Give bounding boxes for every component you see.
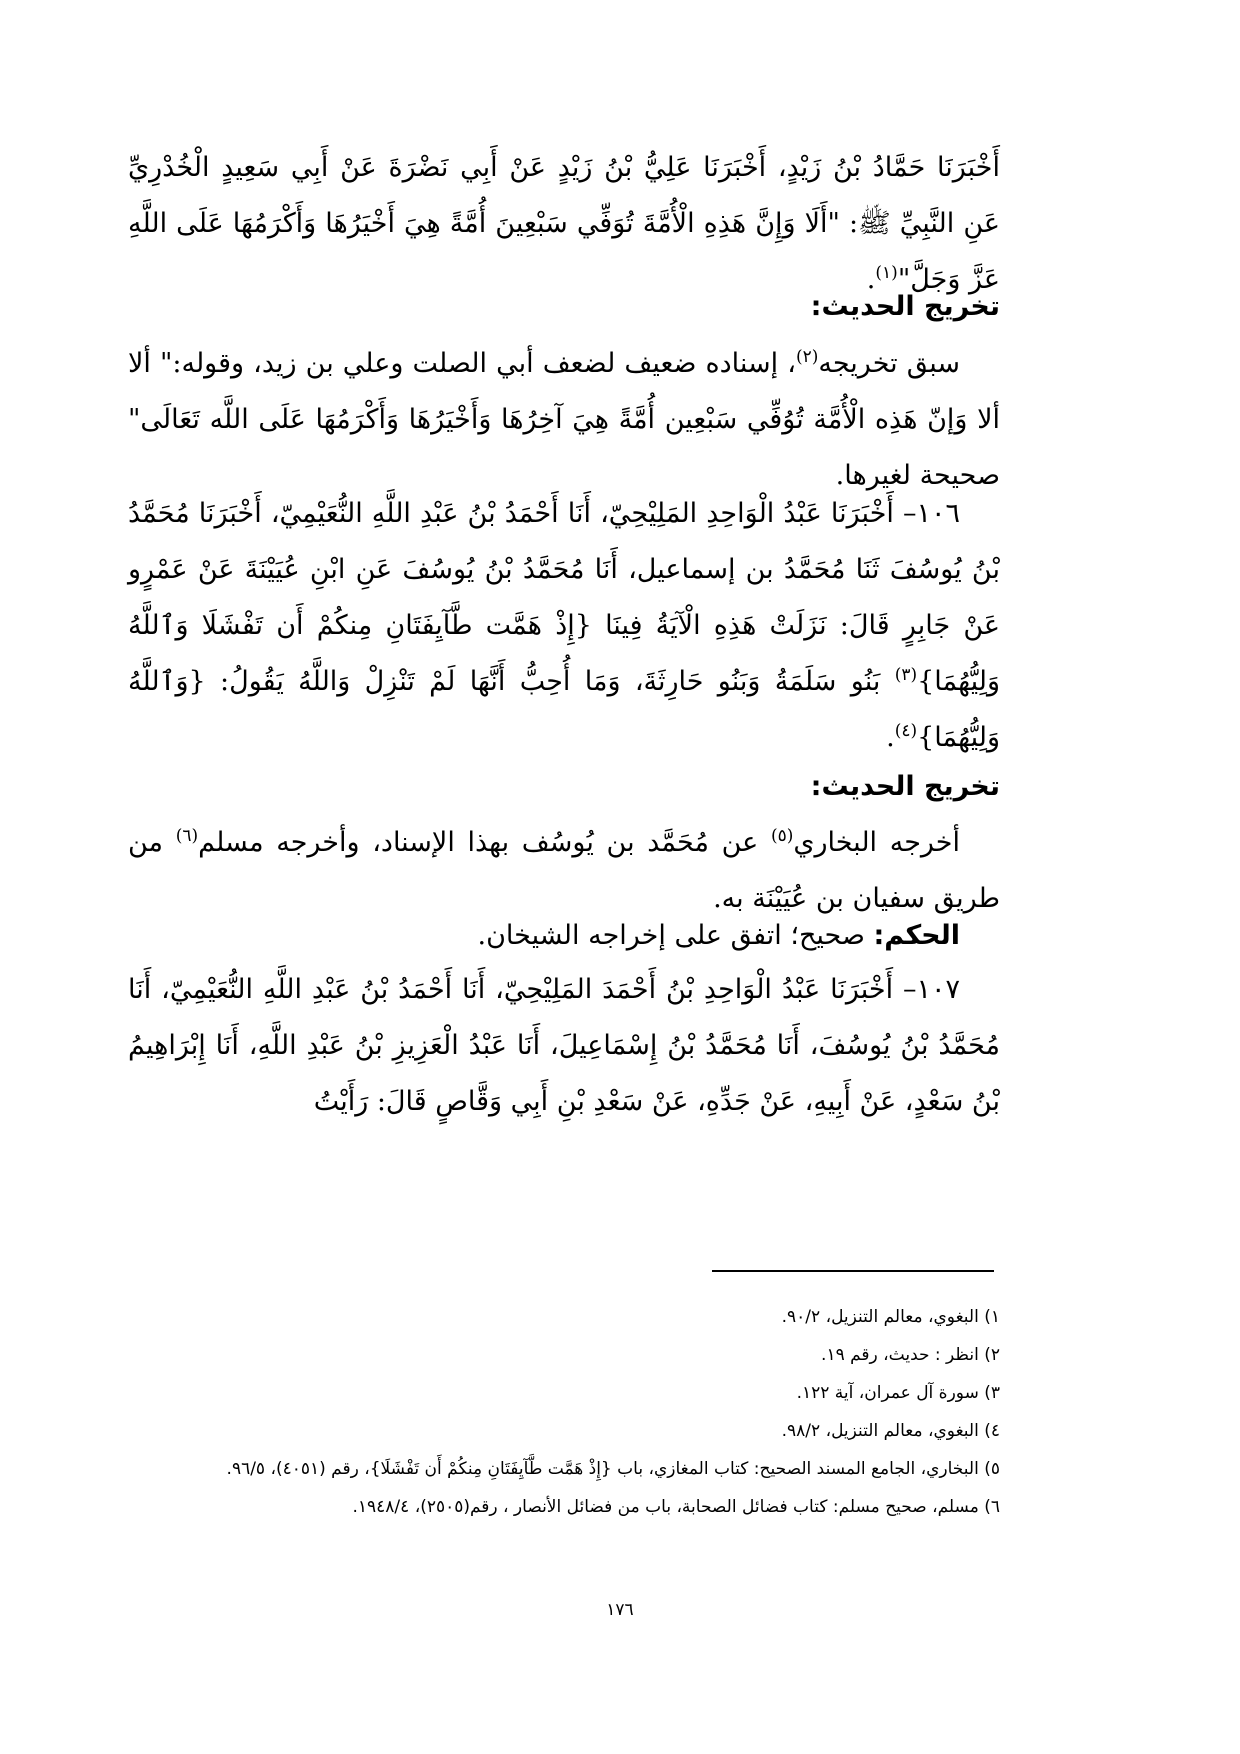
takhrij-2-text-b: عن مُحَمَّد بن يُوسُف بهذا الإسناد، وأخرجه مسلم	[198, 827, 771, 858]
footnote-ref-5[interactable]: (٥)	[770, 826, 794, 846]
hadith-107-text: ١٠٧– أَخْبَرَنَا عَبْدُ الْوَاحِدِ بْنُ أَحْمَدَ المَلِيْحِيّ، أَنَا أَحْمَدُ بْنُ عَبْدِ اللَّهِ النُّعَيْمِيّ، أَنَا مُحَمَّدُ بْنُ يُوسُفَ، أَنَا مُحَمَّدُ بْنُ إِسْمَاعِيلَ، أَنَا عَبْدُ الْعَزِيزِ بْنُ عَبْدِ اللَّهِ، أَنَا إِبْرَاهِيمُ بْنُ سَعْدٍ، عَنْ أَبِيهِ، عَنْ جَدِّهِ، عَنْ سَعْدِ بْنِ أَبِي وَقَّاصٍ قَالَ: رَأَيْتُ	[128, 974, 1000, 1117]
footnote-ref-4[interactable]: (٤)	[894, 721, 918, 741]
footnote-3: ٣) سورة آل عمران، آية ١٢٢.	[796, 1383, 1000, 1403]
takhrij-heading-1: تخريج الحديث:	[810, 291, 1000, 322]
footnote-6: ٦) مسلم، صحيح مسلم: كتاب فضائل الصحابة، باب من فضائل الأنصار ، رقم(٢٥٠٥)، ١٩٤٨/٤.	[352, 1497, 1000, 1517]
footnote-separator	[712, 1270, 994, 1272]
takhrij-heading-2: تخريج الحديث:	[810, 771, 1000, 802]
hadith-paragraph-106	[128, 486, 1000, 766]
footnote-2: ٢) انظر : حديث، رقم ١٩.	[821, 1345, 1000, 1365]
footnote-ref-3[interactable]: (٣)	[894, 665, 918, 685]
page-number: ١٧٦	[606, 1600, 634, 1620]
hadith-paragraph-107	[128, 962, 1000, 1130]
footnote-4: ٤) البغوي، معالم التنزيل، ٩٨/٢.	[781, 1421, 1000, 1441]
hadith-1-text: أَخْبَرَنَا حَمَّادُ بْنُ زَيْدٍ، أَخْبَرَنَا عَلِيُّ بْنُ زَيْدٍ عَنْ أَبِي نَضْرَةَ عَنْ أَبِي سَعِيدٍ الْخُدْرِيِّ عَنِ النَّبِيِّ ﷺ: "أَلَا وَإِنَّ هَذِهِ الْأُمَّةَ تُوَفِّي سَبْعِينَ أُمَّةً هِيَ أَخْيَرُهَا وَأَكْرَمُهَا عَلَى اللَّهِ عَزَّ وَجَلَّ"	[128, 152, 1000, 295]
hukm-label: الحكم:	[873, 920, 960, 951]
takhrij-1-text-a: سبق تخريجه	[818, 348, 960, 379]
hadith-106-end: .	[886, 722, 895, 753]
footnote-ref-1[interactable]: (١)	[875, 263, 898, 283]
hukm-text: صحيح؛ اتفق على إخراجه الشيخان.	[477, 920, 874, 951]
hadith-106-text-a: ١٠٦– أَخْبَرَنَا عَبْدُ الْوَاحِدِ المَلِيْحِيّ، أَنَا أَحْمَدُ بْنُ عَبْدِ اللَّهِ النُّعَيْمِيّ، أَخْبَرَنَا مُحَمَّدُ بْنُ يُوسُفَ ثَنَا مُحَمَّدُ بن إسماعيل، أَنَا مُحَمَّدُ بْنُ يُوسُفَ عَنِ ابْنِ عُيَيْنَةَ عَنْ عَمْرٍو عَنْ جَابِرٍ قَالَ: نَزَلَتْ هَذِهِ الْآيَةُ فِينَا {إِذْ هَمَّت طَّآيِفَتَانِ مِنكُمْ أَن تَفْشَلَا وَٱللَّهُ وَلِيُّهُمَا}	[128, 498, 1000, 697]
hadith-1-end: .	[866, 264, 876, 295]
takhrij-paragraph-1	[128, 336, 1000, 504]
takhrij-1-text-b: ، إسناده ضعيف لضعف أبي الصلت وعلي بن زيد، وقوله:" ألا ألا وَإنّ هَذِه الْأُمَّة تُوُفِّي سَبْعِين أُمَّةً هِيَ آخِرُهَا وَأَخْيَرُهَا وَأَكْرَمُهَا عَلَى اللَّه تَعَالَى" صحيحة لغيرها.	[128, 348, 1000, 491]
takhrij-2-text-a: أخرجه البخاري	[793, 827, 960, 858]
footnote-1: ١) البغوي، معالم التنزيل، ٩٠/٢.	[781, 1307, 1000, 1327]
footnote-ref-2[interactable]: (٢)	[795, 347, 819, 367]
takhrij-2-text-c: من طريق سفيان بن عُيَيْنَة به.	[128, 827, 1000, 914]
hadith-106-text-b: بَنُو سَلَمَةُ وَبَنُو حَارِثَةَ، وَمَا أُحِبُّ أَنَّهَا لَمْ تَنْزِلْ وَاللَّهُ يَقُولُ: {وَٱللَّهُ وَلِيُّهُمَا}	[128, 666, 1000, 753]
footnote-ref-6[interactable]: (٦)	[175, 826, 199, 846]
hukm-paragraph	[128, 908, 1000, 964]
hadith-paragraph-1	[128, 140, 1000, 308]
footnotes-section	[128, 1298, 1000, 1526]
footnote-5: ٥) البخاري، الجامع المسند الصحيح: كتاب المغازي، باب {إِذْ هَمَّت طَّآيِفَتَانِ مِنكُمْ أَن تَفْشَلَا}، رقم (٤٠٥١)، ٩٦/٥.	[226, 1459, 1000, 1479]
